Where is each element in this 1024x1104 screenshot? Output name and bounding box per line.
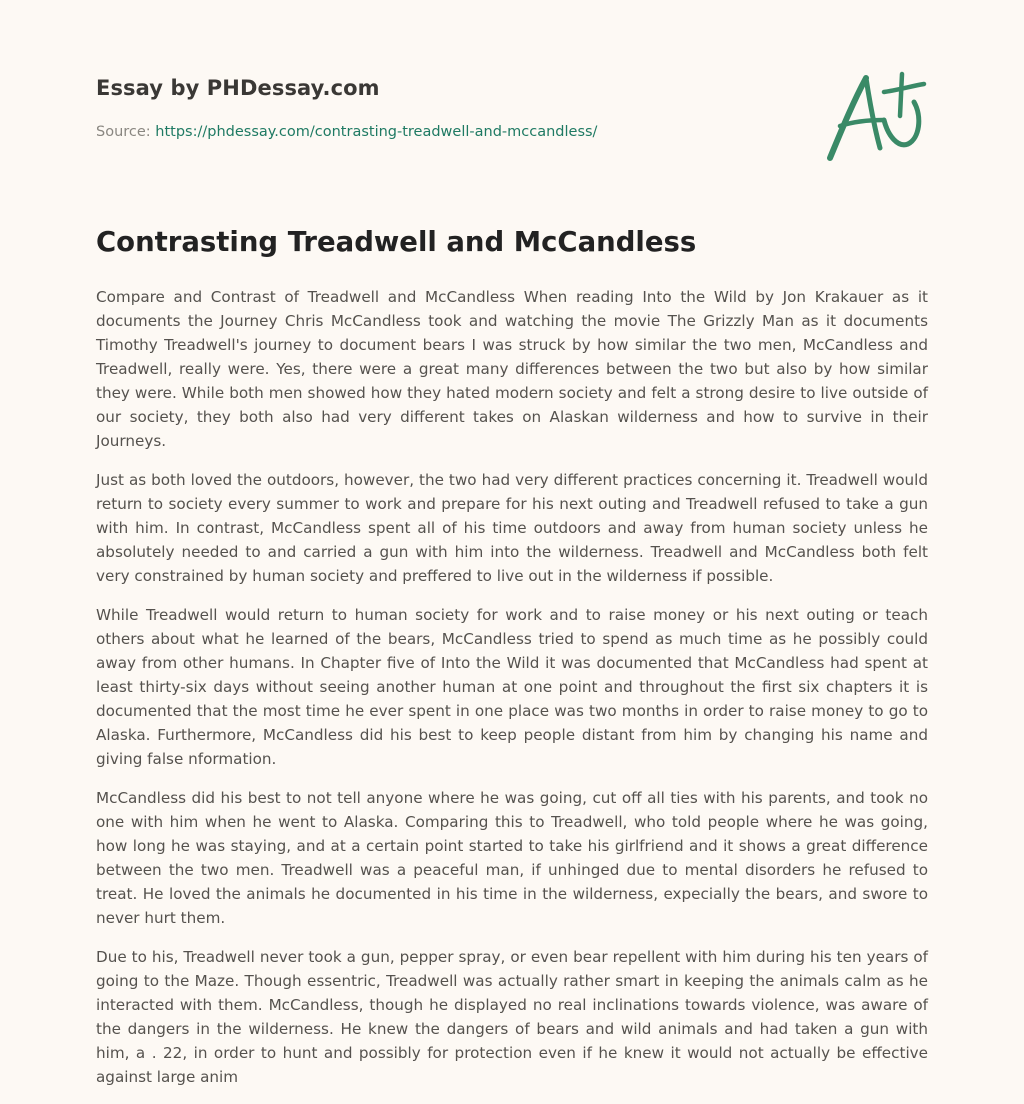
source-line bbox=[96, 124, 597, 140]
source-label: Source: bbox=[96, 124, 156, 140]
paragraph: While Treadwell would return to human society for work and to raise money or his next outing or teach others about what he learned of the bears, McCandless tried to spend as much time as he possibly could away from other humans. In Chapter five of Into the Wild it was documented that McCandless had spent at least thirty-six days without seeing another human at one point and throughout the first six chapters it is documented that the most time he ever spent in one place was two months in order to raise money to go to Alaska. Furthermore, McCandless did his best to keep people distant from him by changing his name and giving false nformation. bbox=[96, 606, 928, 768]
a-plus-logo-icon bbox=[818, 64, 928, 164]
document-title: Contrasting Treadwell and McCandless bbox=[96, 226, 697, 258]
document-body bbox=[96, 285, 928, 1104]
site-title: Essay by PHDessay.com bbox=[96, 76, 380, 100]
paragraph: Compare and Contrast of Treadwell and McCandless When reading Into the Wild by Jon Krakauer as it documents the Journey Chris McCandless took and watching the movie The Grizzly Man as it documents Timothy Treadwell's journey to document bears I was struck by how similar the two men, McCandless and Treadwell, really were. Yes, there were a great many differences between the two but also by how similar they were. While both men showed how they hated modern society and felt a strong desire to live outside of our society, they both also had very different takes on Alaskan wilderness and how to survive in their Journeys. bbox=[96, 288, 928, 450]
paragraph: McCandless did his best to not tell anyone where he was going, cut off all ties with his parents, and took no one with him when he went to Alaska. Comparing this to Treadwell, who told people where he was going, how long he was staying, and at a certain point started to take his girlfriend and it shows a great difference between the two men. Treadwell was a peaceful man, if unhinged due to mental disorders he refused to treat. He loved the animals he documented in his time in the wilderness, expecially the bears, and swore to never hurt them. bbox=[96, 789, 928, 927]
paragraph: Just as both loved the outdoors, however, the two had very different practices concerning it. Treadwell would return to society every summer to work and prepare for his next outing and Treadwell refused to take a gun with him. In contrast, McCandless spent all of his time outdoors and away from human society unless he absolutely needed to and carried a gun with him into the wilderness. Treadwell and McCandless both felt very constrained by human society and preffered to live out in the wilderness if possible. bbox=[96, 471, 928, 585]
paragraph: Due to his, Treadwell never took a gun, pepper spray, or even bear repellent with him during his ten years of going to the Maze. Though essentric, Treadwell was actually rather smart in keeping the animals calm as he interacted with them. McCandless, though he displayed no real inclinations towards violence, was aware of the dangers in the wilderness. He knew the dangers of bears and wild animals and had taken a gun with him, a . 22, in order to hunt and possibly for protection even if he knew it would not actually be effective against large anim bbox=[96, 948, 928, 1086]
source-link[interactable]: https://phdessay.com/contrasting-treadwell-and-mccandless/ bbox=[155, 124, 598, 140]
